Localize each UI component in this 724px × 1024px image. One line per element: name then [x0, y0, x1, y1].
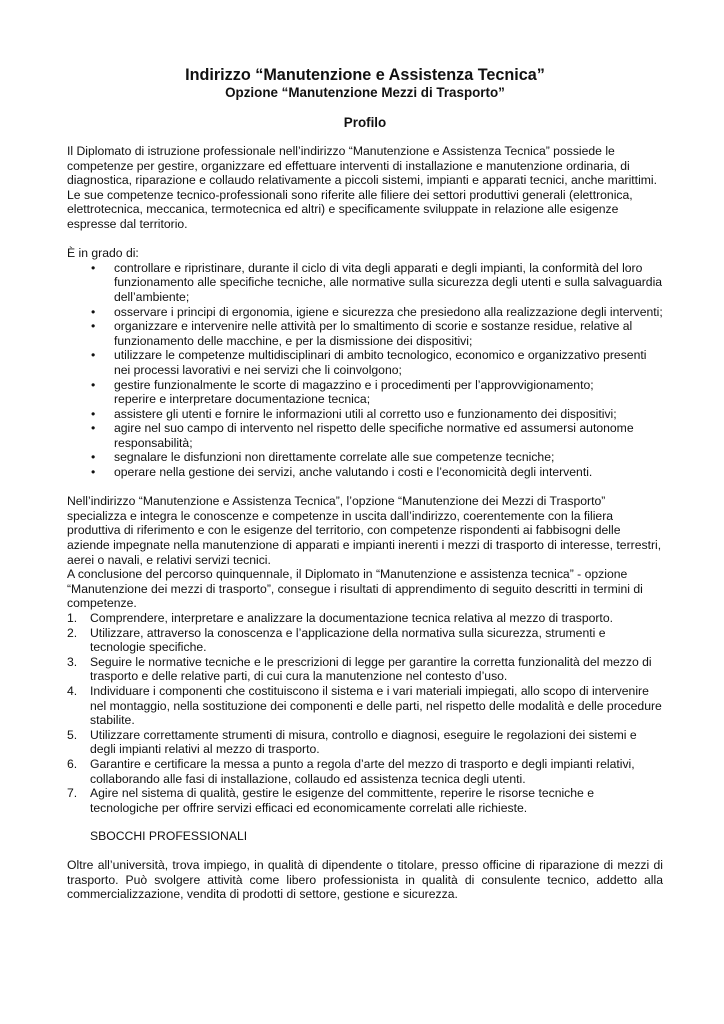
spacer [67, 232, 663, 247]
list-number: 3. [67, 654, 78, 669]
list-item [67, 348, 663, 377]
list-item-text: Agire nel sistema di qualità, gestire le esigenze del committente, reperire le risorse tecniche e tecnologiche per offrire servizi efficaci ed economicamente correlati alle richieste. [90, 786, 594, 815]
bullet-icon: • [91, 450, 96, 465]
list-item-text: segnalare le disfunzioni non direttamente correlate alle sue competenze tecniche; [114, 450, 555, 465]
list-item-text: gestire funzionalmente le scorte di magazzino e i procedimenti per l’approvvigionamento; [114, 377, 594, 392]
list-item-text: Utilizzare, attraverso la conoscenza e l’applicazione della normativa sulla sicurezza, strumenti e tecnologie specifiche. [90, 625, 606, 655]
page-subtitle: Opzione “Manutenzione Mezzi di Trasporto” [225, 85, 505, 100]
list-item [67, 450, 663, 465]
page-title: Indirizzo “Manutenzione e Assistenza Tecnica” [185, 66, 545, 84]
list-item-text: Utilizzare correttamente strumenti di misura, controllo e diagnosi, eseguire le regolazioni dei sistemi e degli impianti relativi al mezzo di trasporto. [90, 727, 637, 757]
list-item-text: operare nella gestione dei servizi, anche valutando i costi e l’economicità degli interventi. [114, 465, 593, 480]
abilities-list [67, 261, 663, 480]
list-number: 1. [67, 611, 78, 625]
list-number: 5. [67, 727, 78, 742]
outcomes-list [67, 611, 663, 815]
list-item [67, 261, 663, 305]
intro-paragraph: Il Diplomato di istruzione professionale nell’indirizzo “Manutenzione e Assistenza Tecnica” possiede le competenze per gestire, organizzare ed effettuare interventi di installazione e manutenzione ordinaria, di diagnostica, riparazione e collaudo relativamente a piccoli sistemi, impianti e apparati tecnici, anche marittimi. [67, 144, 658, 188]
option-paragraph: Nell’indirizzo “Manutenzione e Assistenza Tecnica”, l’opzione “Manutenzione dei Mezzi di Trasporto” specializza e integra le conoscenze e competenze in uscita dall’indirizzo, coerentemente con la filiera produttiva di riferimento e con le esigenze del territorio, con competenze rispondenti ai fabbisogni delle aziende impegnate nella manutenzione di apparati e impianti inerenti i mezzi di trasporto di interesse, terrestri, aerei o navali, e relativi servizi tecnici. [67, 494, 662, 567]
list-item-text: agire nel suo campo di intervento nel rispetto delle specifiche normative ed assumersi autonome responsabilità; [114, 421, 634, 450]
list-item [67, 378, 663, 393]
option-paragraph-conclusione: A conclusione del percorso quinquennale, il Diplomato in “Manutenzione e assistenza tecnica” - opzione “Manutenzione dei mezzi di trasporto”, consegue i risultati di apprendimento di seguito descritti in termini di competenze. [67, 567, 643, 611]
list-item [67, 757, 663, 786]
sbocchi-paragraph: Oltre all’università, trova impiego, in qualità di dipendente o titolare, presso officine di riparazione di mezzi di trasporto. Può svolgere attività come libero professionista in qualità di consulente tecnico, addetto alla commercializzazione, vendita di prodotti di settore, gestione e sicurezza. [67, 857, 663, 902]
list-item-text: organizzare e intervenire nelle attività per lo smaltimento di scorie e sostanze residue, relative al funzionamento delle macchine, e per la dismissione dei dispositivi; [114, 319, 633, 348]
list-item [67, 392, 663, 407]
list-item [67, 465, 663, 480]
list-item [67, 407, 663, 422]
list-item [67, 728, 663, 757]
list-item [67, 684, 663, 728]
bullet-icon: • [91, 465, 96, 480]
intro-paragraph-competenze: Le sue competenze tecnico-professionali sono riferite alle filiere dei settori produttivi generali (elettronica, elettrotecnica, meccanica, termotecnica ed altri) e specificamente sviluppate in relazione alle esigenze espresse dal territorio. [67, 187, 633, 231]
bullet-icon: • [91, 319, 96, 334]
list-item-text: assistere gli utenti e fornire le informazioni utili al corretto uso e funzionamento dei dispositivi; [114, 406, 617, 421]
bullet-icon: • [91, 406, 96, 421]
list-item-text: Individuare i componenti che costituiscono il sistema e i vari materiali impiegati, allo scopo di intervenire nel montaggio, nella sostituzione dei componenti e delle parti, nel rispetto delle modalità e delle procedure stabilite. [90, 683, 662, 728]
list-item [67, 305, 663, 320]
bullet-icon: • [91, 348, 96, 363]
list-item-text: reperire e interpretare documentazione tecnica; [114, 392, 371, 407]
section-heading-profilo: Profilo [343, 115, 387, 130]
bullet-icon: • [91, 304, 96, 319]
bullet-icon: • [91, 377, 96, 392]
document-page [67, 66, 663, 902]
list-item [67, 655, 663, 684]
list-item [67, 319, 663, 348]
spacer [67, 480, 663, 495]
list-item-text: controllare e ripristinare, durante il ciclo di vita degli apparati e degli impianti, la conformità del loro funzionamento alle specifiche tecniche, alle normative sulla sicurezza degli utenti e sulla salvaguardia dell’ambiente; [114, 260, 663, 304]
list-item [67, 626, 663, 655]
bullet-icon: • [91, 260, 96, 275]
list-item [67, 786, 663, 815]
list-number: 7. [67, 786, 78, 801]
list-item-text: utilizzare le competenze multidisciplinari di ambito tecnologico, economico e organizzativo presenti nei processi lavorativi e nei servizi che li coinvolgono; [114, 348, 647, 377]
list-item-text: Seguire le normative tecniche e le prescrizioni di legge per garantire la corretta funzionalità del mezzo di trasporto e delle relative parti, di cui cura la manutenzione nel contesto d’uso. [90, 654, 652, 684]
list-number: 4. [67, 683, 78, 698]
bullet-icon: • [91, 421, 96, 436]
list-item [67, 611, 663, 626]
list-item-text: Garantire e certificare la messa a punto a regola d’arte del mezzo di trasporto e degli impianti relativi, collaborando alle fasi di installazione, collaudo ed assistenza tecnica degli utenti. [90, 756, 635, 786]
list-item-text: osservare i principi di ergonomia, igiene e sicurezza che presiedono alla realizzazione degli interventi; [114, 304, 663, 319]
list-item-text: Comprendere, interpretare e analizzare la documentazione tecnica relativa al mezzo di trasporto. [90, 611, 613, 625]
sbocchi-heading: SBOCCHI PROFESSIONALI [90, 829, 248, 844]
abilities-lead: È in grado di: [67, 246, 139, 261]
list-item [67, 421, 663, 450]
list-number: 6. [67, 756, 78, 771]
list-number: 2. [67, 625, 78, 640]
